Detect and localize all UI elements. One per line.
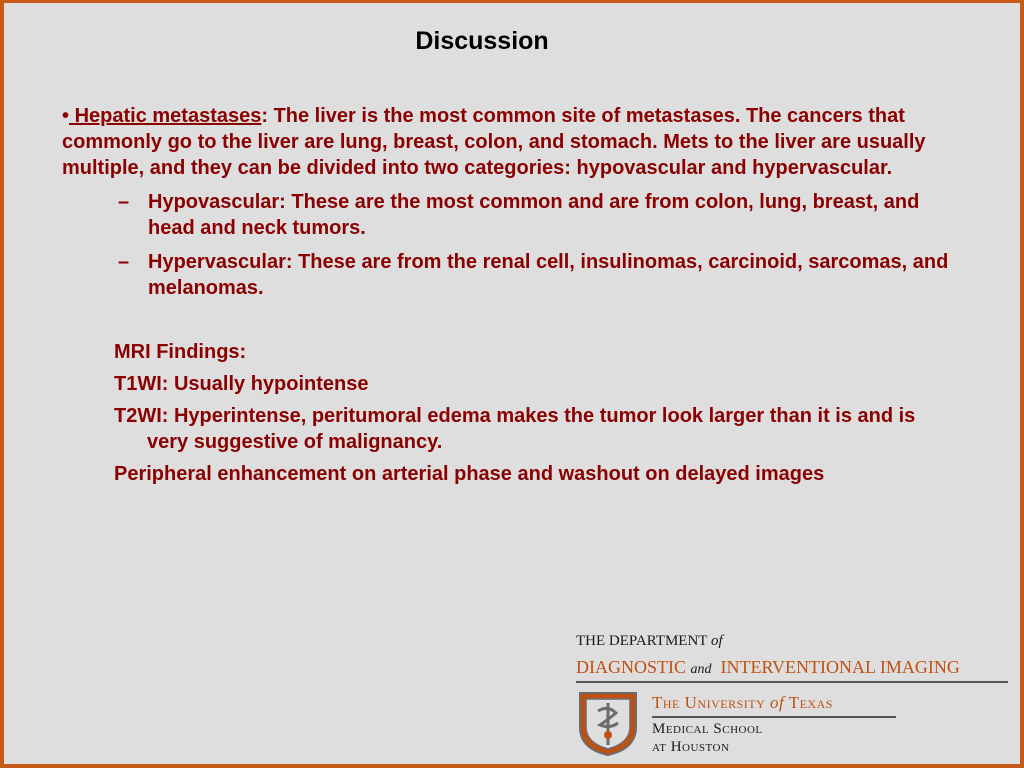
- spacer: [62, 301, 962, 333]
- dept-name-2: INTERVENTIONAL IMAGING: [720, 657, 960, 677]
- slide-body: [62, 103, 962, 487]
- dash-marker: –: [118, 251, 130, 273]
- dept-prefix: THE DEPARTMENT: [576, 633, 708, 649]
- university-name: [652, 693, 833, 713]
- dept-of: of: [710, 633, 723, 649]
- sub-item-hypervascular: [118, 249, 962, 301]
- dash-marker: –: [118, 191, 130, 213]
- intro-heading: Hepatic metastases: [69, 105, 262, 127]
- finding-t2wi: T2WI: Hyperintense, peritumoral edema makes the tumor look larger than it is and is very suggestive of malignancy.: [114, 405, 916, 453]
- finding-enhancement: Peripheral enhancement on arterial phase and washout on delayed images: [114, 463, 825, 485]
- dept-line-1: [576, 633, 723, 650]
- univ-part-1: The University: [652, 693, 766, 712]
- sub-item-text: Hypervascular: These are from the renal cell, insulinomas, carcinoid, sarcomas, and melanomas.: [148, 251, 949, 299]
- university-divider: [652, 716, 896, 718]
- slide-title: Discussion: [415, 27, 549, 55]
- logo-divider: [576, 681, 1008, 683]
- intro-colon: :: [261, 105, 269, 127]
- university-seal-icon: [576, 689, 640, 757]
- intro-text: The liver is the most common site of metastases. The cancers that commonly go to the liver are lung, breast, colon, and stomach. Mets to the liver are usually multiple, and they can be divided into two categories: hypovascular and hypervascular.: [62, 105, 926, 179]
- intro-paragraph: [62, 103, 962, 181]
- sub-item-text: Hypovascular: These are the most common and are from colon, lung, breast, and head and neck tumors.: [148, 191, 920, 239]
- univ-part-2: Texas: [788, 693, 833, 712]
- department-logo: [574, 633, 1014, 763]
- finding-t1wi: T1WI: Usually hypointense: [114, 373, 369, 395]
- school-name: Medical School: [652, 721, 763, 737]
- dept-line-2: [576, 657, 960, 678]
- dept-name-1: DIAGNOSTIC: [576, 657, 686, 677]
- bullet: •: [62, 105, 70, 127]
- school-location: at Houston: [652, 739, 730, 755]
- sub-item-hypovascular: [118, 189, 962, 241]
- mri-findings-heading: MRI Findings:: [114, 341, 247, 363]
- univ-of: of: [770, 693, 785, 712]
- dept-and: and: [690, 662, 712, 677]
